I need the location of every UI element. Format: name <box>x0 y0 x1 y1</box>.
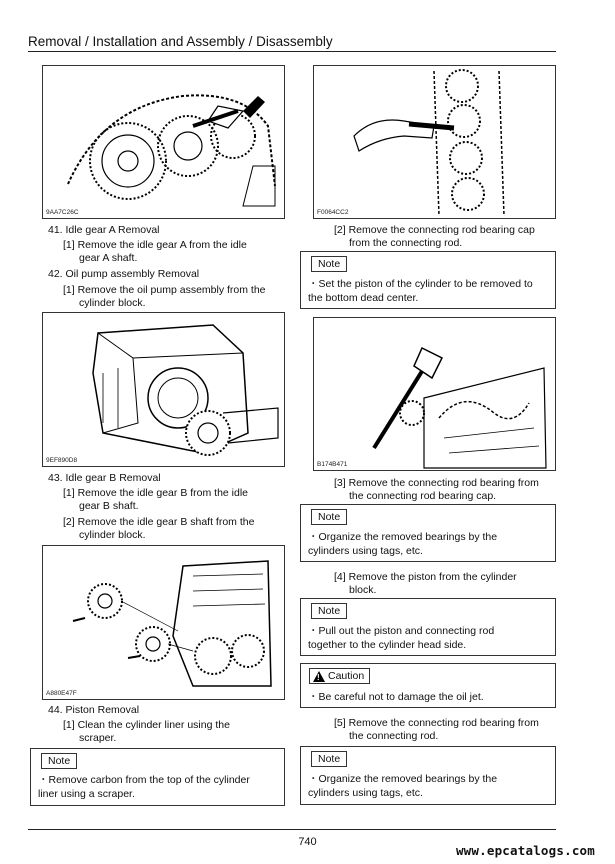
site-watermark: www.epcatalogs.com <box>455 843 595 858</box>
step-3-line1: [3] Remove the connecting rod bearing from <box>334 477 539 489</box>
note-text-line2: together to the cylinder head side. <box>308 639 467 651</box>
step-44-title: 44. Piston Removal <box>48 704 140 716</box>
note-text-line1: ・Organize the removed bearings by the <box>308 773 498 785</box>
step-43-1-line2: gear B shaft. <box>79 500 139 512</box>
note-label: Note <box>41 753 77 769</box>
step-43-2-line1: [2] Remove the idle gear B shaft from the <box>63 516 255 528</box>
step-44-1-line2: scraper. <box>79 732 117 744</box>
note-text-line1: ・Organize the removed bearings by the <box>308 531 498 543</box>
bearing-removal-illustration <box>314 318 555 470</box>
step-43-2-line2: cylinder block. <box>79 529 146 541</box>
step-41-1-line2: gear A shaft. <box>79 252 138 264</box>
step-41-title: 41. Idle gear A Removal <box>48 224 160 236</box>
step-43-1-line1: [1] Remove the idle gear B from the idle <box>63 487 249 499</box>
step-2-line2: from the connecting rod. <box>349 237 463 249</box>
idle-gear-a-illustration <box>43 66 284 218</box>
step-2-line1: [2] Remove the connecting rod bearing cap <box>334 224 535 236</box>
note-box-carbon <box>30 748 285 806</box>
figure-code: 9EF890D8 <box>46 457 78 464</box>
caution-text: ・Be careful not to damage the oil jet. <box>308 691 484 703</box>
note-text-line1: ・Pull out the piston and connecting rod <box>308 625 495 637</box>
step-43-title: 43. Idle gear B Removal <box>48 472 161 484</box>
figure-code: B174B471 <box>317 461 348 468</box>
note-label: Note <box>311 603 347 619</box>
note-box-pull-piston <box>300 598 556 656</box>
oil-pump-illustration <box>43 313 284 466</box>
step-44-1-line1: [1] Clean the cylinder liner using the <box>63 719 230 731</box>
figure-bearing-removal <box>313 317 556 471</box>
note-box-bottom-dead-center <box>300 251 556 309</box>
figure-code: A880E47F <box>46 690 77 697</box>
note-text-line1: ・Set the piston of the cylinder to be removed to <box>308 278 533 290</box>
note-label: Note <box>311 256 347 272</box>
caution-box-oil-jet <box>300 663 556 708</box>
step-41-1-line1: [1] Remove the idle gear A from the idle <box>63 239 247 251</box>
figure-bearing-cap <box>313 65 556 219</box>
header-rule <box>28 51 556 52</box>
caution-label <box>309 668 370 684</box>
figure-code: F0064CC2 <box>317 209 349 216</box>
footer-rule <box>28 829 556 830</box>
note-text-line2: liner using a scraper. <box>38 788 135 800</box>
warning-triangle-icon <box>313 671 325 682</box>
step-42-1-line2: cylinder block. <box>79 297 146 309</box>
step-5-line1: [5] Remove the connecting rod bearing from <box>334 717 539 729</box>
caution-label-text: Caution <box>328 670 365 682</box>
note-text-line2: cylinders using tags, etc. <box>308 545 423 557</box>
idle-gear-b-illustration <box>43 546 284 699</box>
note-label: Note <box>311 751 347 767</box>
step-5-line2: the connecting rod. <box>349 730 439 742</box>
page-number: 740 <box>298 836 317 848</box>
note-label: Note <box>311 509 347 525</box>
step-3-line2: the connecting rod bearing cap. <box>349 490 497 502</box>
note-box-organize-bearings-2 <box>300 746 556 805</box>
note-text-line2: cylinders using tags, etc. <box>308 787 423 799</box>
step-42-1-line1: [1] Remove the oil pump assembly from the <box>63 284 266 296</box>
step-42-title: 42. Oil pump assembly Removal <box>48 268 200 280</box>
note-text-line2: the bottom dead center. <box>308 292 419 304</box>
figure-code: 9AA7C26C <box>46 209 79 216</box>
figure-oil-pump <box>42 312 285 467</box>
bearing-cap-illustration <box>314 66 555 218</box>
note-text-line1: ・Remove carbon from the top of the cylinder <box>38 774 250 786</box>
step-4-line2: block. <box>349 584 377 596</box>
page-header: Removal / Installation and Assembly / Disassembly <box>28 34 333 49</box>
figure-idle-gear-a <box>42 65 285 219</box>
step-4-line1: [4] Remove the piston from the cylinder <box>334 571 517 583</box>
note-box-organize-bearings-1 <box>300 504 556 562</box>
figure-idle-gear-b <box>42 545 285 700</box>
